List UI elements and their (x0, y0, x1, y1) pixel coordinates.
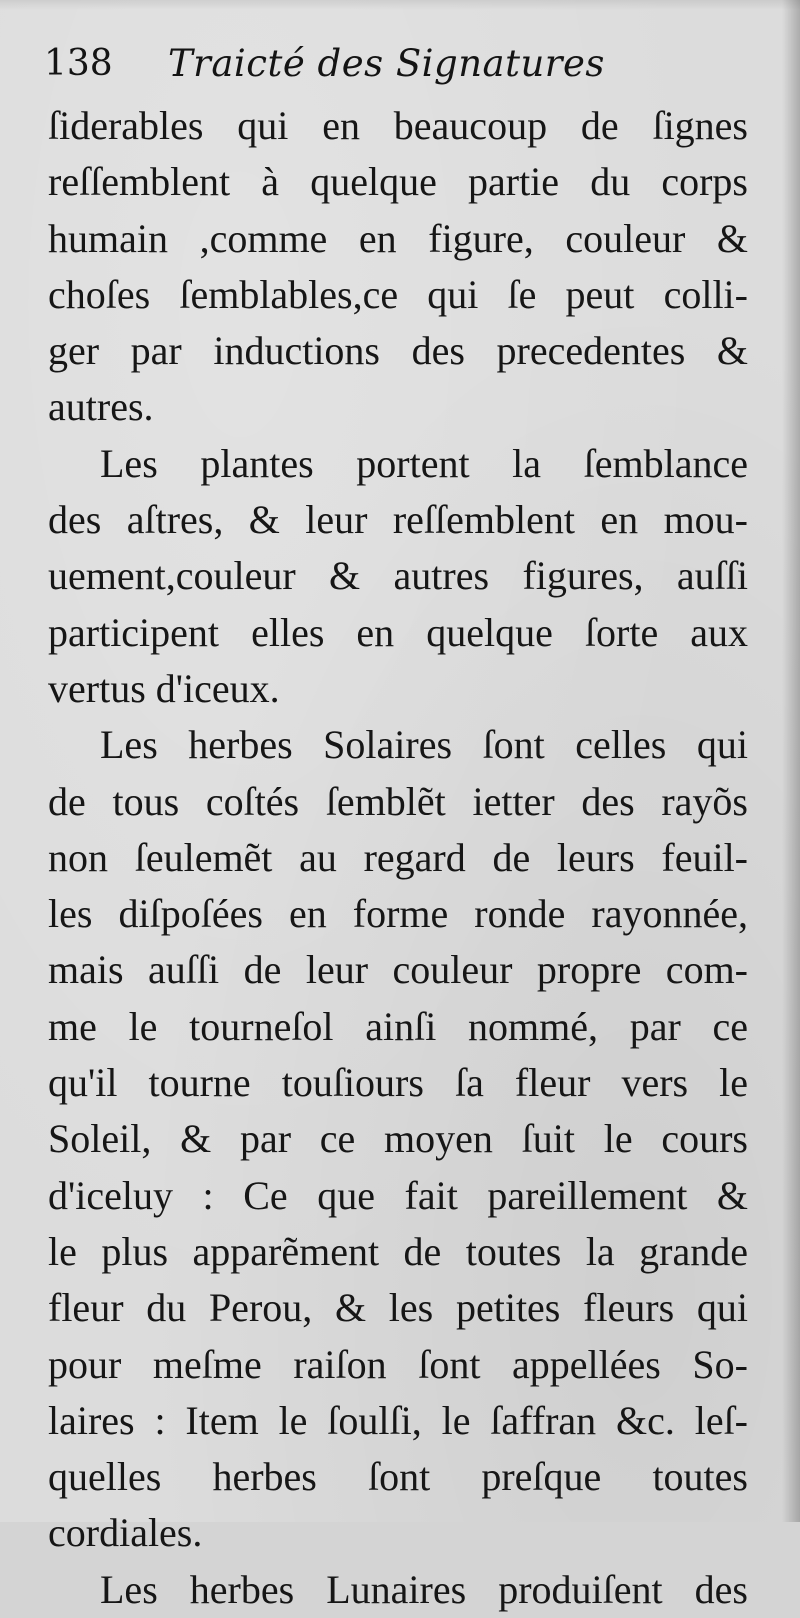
body-text (48, 98, 748, 1618)
text-line: des aſtres, & leur reſſemblent en mou- (48, 497, 748, 543)
text-line: autres. (48, 384, 154, 430)
text-line: humain ,comme en figure, couleur & (48, 215, 748, 261)
text-line: les diſpoſées en forme ronde rayonnée, (48, 891, 748, 937)
text-line: Les herbes Solaires ſont celles qui (100, 722, 748, 768)
text-line: fleur du Perou, & les petites fleurs qui (48, 1285, 748, 1331)
paragraph (48, 717, 748, 1561)
text-line: Les plantes portent la ſemblance (100, 440, 748, 486)
text-line: quelles herbes ſont preſque toutes (48, 1454, 748, 1500)
paragraph (48, 1562, 748, 1618)
text-line: ſiderables qui en beaucoup de ſignes (48, 103, 748, 148)
paragraph (48, 98, 748, 436)
text-line: participent elles en quelque ſorte aux (48, 609, 748, 655)
text-line: pour meſme raiſon ſont appellées So- (48, 1341, 748, 1387)
text-line: ger par inductions des precedentes & (48, 328, 748, 374)
text-line: d'iceluy : Ce que fait pareillement & (48, 1172, 748, 1218)
page-number: 138 (44, 43, 113, 84)
page-header (44, 30, 764, 92)
paragraph (48, 436, 748, 717)
running-title: Traicté des Signatures (168, 42, 605, 85)
text-line: uement,couleur & autres figures, auſſi (48, 553, 748, 599)
text-line: laires : Item le ſoulſi, le ſaffran &c. leſ- (48, 1397, 748, 1443)
page-top-shadow (0, 0, 800, 10)
text-line: non ſeulemẽt au regard de leurs feuil- (48, 834, 748, 880)
text-line: le plus apparẽment de toutes la grande (48, 1228, 748, 1274)
text-line: de tous coſtés ſemblẽt ietter des rayõs (48, 778, 748, 824)
text-line: reſſemblent à quelque partie du corps (48, 159, 748, 205)
page-gutter-shadow (782, 0, 800, 1522)
text-line: Les herbes Lunaires produiſent des (100, 1566, 748, 1612)
text-line: choſes ſemblables,ce qui ſe peut colli- (48, 271, 748, 317)
text-line: qu'il tourne touſiours ſa fleur vers le (48, 1060, 748, 1106)
text-line: me le tourneſol ainſi nommé, par ce (48, 1003, 748, 1049)
text-line: vertus d'iceux. (48, 665, 280, 711)
text-line: cordiales. (48, 1510, 203, 1556)
text-line: mais auſſi de leur couleur propre com- (48, 947, 748, 993)
text-line: Soleil, & par ce moyen ſuit le cours (48, 1116, 748, 1162)
